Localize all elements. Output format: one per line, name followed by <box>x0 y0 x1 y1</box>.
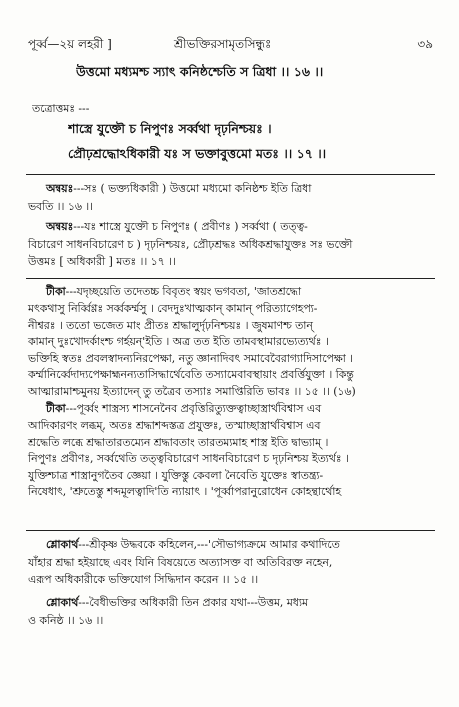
tika-1-line: কর্ম্মানির্ব্বেদাদ্যপেক্ষাহ্মনন্যতাসিদ্ধার্থেবেতি তস্যামেবাবস্থায়াং প্রবর্ত্তিযুক্তা । কিন্তু <box>28 368 354 381</box>
tika-1-line: মৎকথাসু নির্ব্বিণ্ণঃ সর্ব্বকর্ম্মসু । বেদদুঃখাত্মকান্ কামান্ পরিত্যাগেহপ্য- <box>28 302 318 315</box>
tika-2 <box>46 401 433 418</box>
tika-1-line: নীশ্বরঃ । ততো ভজেত মাং প্রীতঃ শ্রদ্ধালুর্দৃঢ়নিশ্চয়ঃ । জুষমাণশ্চ তান্ <box>28 318 313 332</box>
tika-1 <box>46 284 433 301</box>
verse-16: উত্তমো মধ্যমশ্চ স্যাৎ কনিষ্ঠশ্চেতি স ত্রিধা ।। ১৬ ।। <box>76 64 324 79</box>
slokartha-1-line: ---শ্রীকৃষ্ণ উদ্ধবকে কহিলেন,---'সৌভাগ্যক্রমে আমার কথাদিতে <box>78 538 340 551</box>
slokartha-1-line: যাঁহার শ্রদ্ধা হইয়াছে এবং যিনি বিষয়েতে অত্যাসক্ত বা অতিবিরক্ত নহেন, <box>28 556 333 569</box>
slokartha-1-label: শ্লোকার্থ <box>46 538 79 551</box>
tika-2-line: যুক্তিশ্চাত্র শাস্ত্রানুগতৈব জ্ঞেয়া । যুক্তিস্তু কেবলা নৈবেতি যুক্তেঃ স্বাতন্ত্র্য- <box>28 468 324 482</box>
slokartha-2-line: ও কনিষ্ঠ ।। ১৬ ।। <box>28 614 104 627</box>
anvaya-2-cont <box>28 237 433 270</box>
tika-1-line: ---যদৃচ্ছয়েতি তদেতচ্চ বিবৃতং স্বয়ং ভগবতা, 'জাতশ্রদ্ধো <box>65 285 301 298</box>
slokartha-2 <box>46 595 433 612</box>
tika-2-line: নিষেধাৎ, 'শ্রুতেস্তু শব্দমূলত্বাদি'তি ন্যায়াৎ । 'পূর্ব্বাপরানুরোধেন কোহন্থার্থোহ <box>28 485 342 498</box>
tatrottama-label: তত্রোত্তমঃ --- <box>32 102 90 115</box>
anvaya-1-label: অন্বয়ঃ <box>46 182 74 195</box>
tika-1-line: ভক্তিহি স্বতঃ প্রবলস্বাদন্যনিরপেক্ষা, নতু জ্ঞানাদিবৎ সমাবেবৈরাগ্যাদিসাপেক্ষা । <box>28 351 354 365</box>
anvaya-1-line: ভবতি ।। ১৬ ।। <box>28 200 94 213</box>
verse-17-line-1: শাস্ত্রে যুক্তৌ চ নিপুণঃ সর্ব্বথা দৃঢ়নিশ্চয়ঃ । <box>68 121 272 136</box>
tika-2-label: টীকা <box>46 402 66 415</box>
anvaya-1 <box>46 181 433 198</box>
divider <box>26 174 435 175</box>
tika-2-cont <box>28 418 433 501</box>
tika-2-line: নিপুণঃ প্রবীণঃ, সর্ব্বথেতি তত্ত্ববিচারেণ সাধনবিচারেণ চ দৃঢ়নিশ্চয় ইত্যর্থঃ । <box>28 452 349 465</box>
anvaya-1-line: ---সঃ ( ভক্ত্যধিকারী ) উত্তমো মধ্যমো কনিষ্ঠশ্চ ইতি ত্রিধা <box>73 182 312 195</box>
slokartha-2-line: ---বৈধীভক্তির অধিকারী তিন প্রকার যথা---উত্তম, মধ্যম <box>78 596 308 609</box>
anvaya-2-line: বিচারেণ সাধনবিচারেণ চ ) দৃঢ়নিশ্চয়ঃ, প্রৌঢ়শ্রদ্ধঃ অধিকশ্রদ্ধাযুক্তঃ সঃ ভক্তৌ <box>28 238 353 251</box>
anvaya-2-label: অন্বয়ঃ <box>46 220 74 233</box>
tika-1-line: কামান্ দুঃখোদর্কাংশ্চ গর্হয়ন্'ইতি । অত্র তত ইতি তামবস্থামারভ্যেত্যর্থঃ । <box>28 335 329 348</box>
divider <box>26 278 435 279</box>
tika-2-line: শ্রদ্ধেতি লব্ধে শ্রদ্ধাতারতম্যেন শ্রদ্ধাবতাং তারতম্যমাহ শাস্ত্র ইতি দ্বাভ্যাম্ । <box>28 435 329 449</box>
tika-2-line: ---পূর্ব্বং শাস্ত্রস্য শাসনেনৈব প্রবৃত্তিরিত্যুক্তত্বাচ্ছাস্ত্রার্থবিশ্বাস এব <box>65 402 322 415</box>
tika-1-label: টীকা <box>46 285 66 298</box>
tika-1-line: আত্মারামাশ্চমুনয় ইত্যাদেন্ তু তত্রৈব তস্যাঃ সমাপ্তিরিতি ভাবঃ ।। ১৫ ।। (১৬) <box>28 384 356 398</box>
page-number: ৩৯ <box>417 37 433 51</box>
slokartha-1 <box>46 537 433 554</box>
slokartha-1-line: এরূপ অধিকারীকে ভক্তিযোগ সিদ্ধিদান করেন ।। ১৫ ।। <box>28 572 259 586</box>
header-title: শ্রীভক্তিরসামৃতসিন্ধুঃ <box>174 37 272 51</box>
page-header <box>28 36 433 54</box>
anvaya-2 <box>46 219 433 236</box>
tika-2-line: আদিকারণং লব্ধম্, অতঃ শ্রদ্ধাশব্দস্তত্র প্রযুক্তঃ, তস্মাচ্ছাস্ত্রার্থবিশ্বাস এব <box>28 419 321 432</box>
header-left: পূর্ব্ব—২য় লহরী ] <box>28 37 112 51</box>
slokartha-1-cont <box>28 555 433 588</box>
tika-1-cont <box>28 301 433 400</box>
slokartha-2-cont <box>28 613 433 630</box>
anvaya-1-cont <box>28 199 433 216</box>
divider <box>26 530 435 531</box>
verse-17-line-2: প্রৌঢ়শ্রদ্ধোঽধিকারী যঃ স ভক্তাবুত্তমো মতঃ ।। ১৭ ।। <box>68 146 327 161</box>
anvaya-2-line: উত্তমঃ [ অধিকারী ] মতঃ ।। ১৭ ।। <box>28 254 176 268</box>
slokartha-2-label: শ্লোকার্থ <box>46 596 79 609</box>
anvaya-2-line: ---যঃ শাস্ত্রে যুক্তৌ চ নিপুণঃ ( প্রবীণঃ ) সর্ব্বথা ( তত্ত্ব- <box>73 220 308 233</box>
